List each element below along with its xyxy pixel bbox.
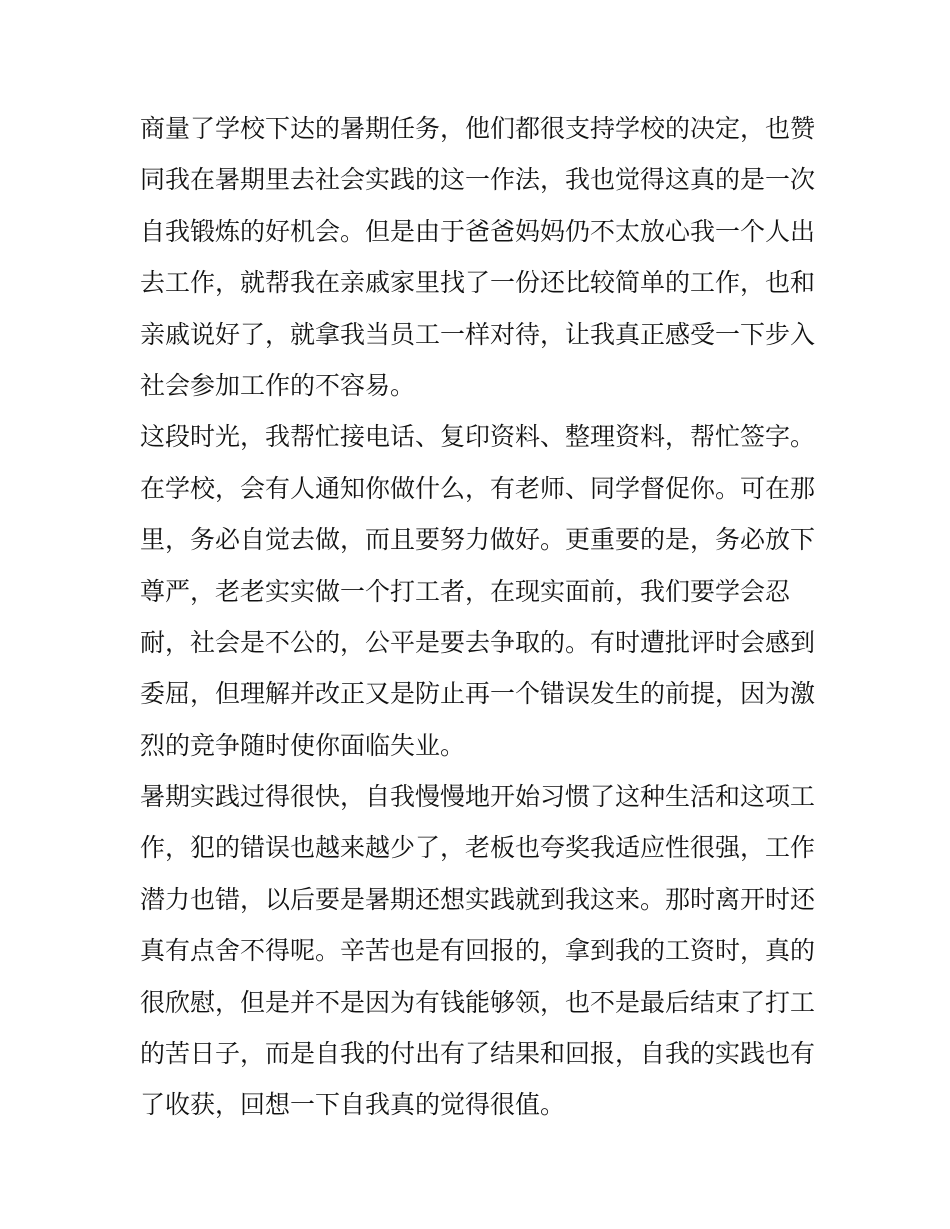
text-line: 里，务必自觉去做，而且要努力做好。更重要的是，务必放下	[140, 525, 816, 555]
text-line: 同我在暑期里去社会实践的这一作法，我也觉得这真的是一次	[140, 165, 816, 195]
text-line: 尊严，老老实实做一个打工者，在现实面前，我们要学会忍	[140, 576, 791, 606]
text-line: 暑期实践过得很快，自我慢慢地开始习惯了这种生活和这项工	[140, 782, 816, 812]
text-line: 作，犯的错误也越来越少了，老板也夸奖我适应性很强，工作	[140, 833, 816, 863]
text-line: 耐，社会是不公的，公平是要去争取的。有时遭批评时会感到	[140, 627, 816, 657]
text-line: 烈的竞争随时使你面临失业。	[140, 730, 466, 760]
body-text	[140, 103, 820, 1131]
text-line: 社会参加工作的不容易。	[140, 370, 416, 400]
text-line: 商量了学校下达的暑期任务，他们都很支持学校的决定，也赞	[140, 114, 816, 143]
text-line: 在学校，会有人通知你做什么，有老师、同学督促你。可在那	[140, 473, 816, 503]
text-line: 的苦日子，而是自我的付出有了结果和回报，自我的实践也有	[140, 1039, 816, 1069]
text-line: 去工作，就帮我在亲戚家里找了一份还比较简单的工作，也和	[140, 268, 816, 298]
text-line: 了收获，回想一下自我真的觉得很值。	[140, 1090, 566, 1120]
text-line: 这段时光，我帮忙接电话、复印资料、整理资料，帮忙签字。	[140, 422, 816, 452]
text-line: 真有点舍不得呢。辛苦也是有回报的，拿到我的工资时，真的	[140, 936, 816, 966]
text-line: 很欣慰，但是并不是因为有钱能够领，也不是最后结束了打工	[140, 987, 816, 1017]
text-line: 亲戚说好了，就拿我当员工一样对待，让我真正感受一下步入	[140, 319, 816, 349]
text-line: 潜力也错，以后要是暑期还想实践就到我这来。那时离开时还	[140, 884, 816, 914]
text-line: 自我锻炼的好机会。但是由于爸爸妈妈仍不太放心我一个人出	[140, 216, 816, 246]
text-line: 委屈，但理解并改正又是防止再一个错误发生的前提，因为激	[140, 679, 816, 709]
